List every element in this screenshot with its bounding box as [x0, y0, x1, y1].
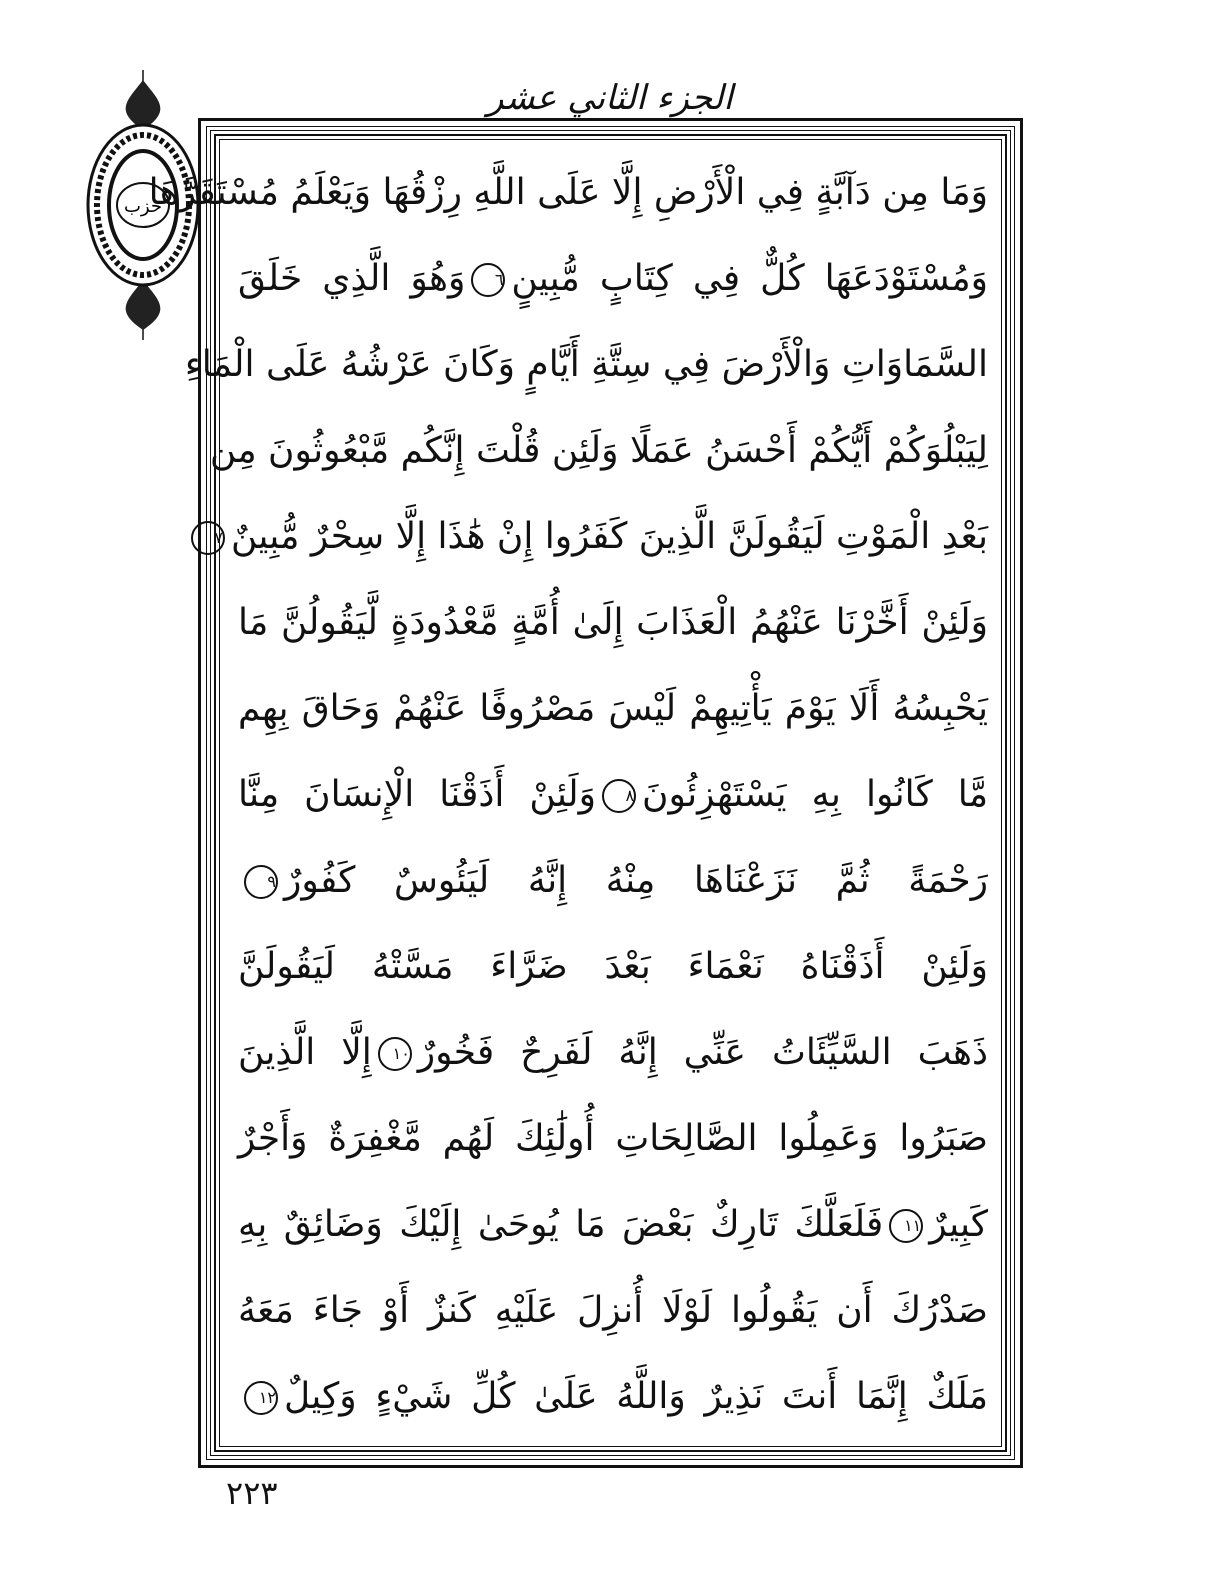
text-line: وَمَا مِن دَآبَّةٍ فِي الْأَرْضِ إِلَّا عَلَى اللَّهِ رِزْقُهَا وَيَعْلَمُ مُسْتَقَرَّهَا — [148, 172, 988, 213]
juz-header: الجزء الثاني عشر — [487, 78, 733, 118]
ayah-marker: ١٢ — [244, 1381, 278, 1415]
text-line: صَبَرُوا وَعَمِلُوا الصَّالِحَاتِ أُولَٰئِكَ لَهُم مَّغْفِرَةٌ وَأَجْرٌ — [238, 1118, 988, 1159]
ayah-marker: ٩ — [244, 865, 278, 899]
ayah-marker: ١٠ — [378, 1037, 412, 1071]
ayah-marker: ١١ — [889, 1209, 923, 1243]
text-line: مَّا كَانُوا بِهِ يَسْتَهْزِئُونَ٨وَلَئِنْ أَذَقْنَا الْإِنسَانَ مِنَّا — [238, 774, 989, 815]
text-line: رَحْمَةً ثُمَّ نَزَعْنَاهَا مِنْهُ إِنَّهُ لَيَئُوسٌ كَفُورٌ٩ — [238, 838, 988, 924]
ayah-marker: ٦ — [471, 263, 505, 297]
text-line: كَبِيرٌ١١فَلَعَلَّكَ تَارِكٌ بَعْضَ مَا يُوحَىٰ إِلَيْكَ وَضَائِقٌ بِهِ — [238, 1204, 988, 1245]
text-line: صَدْرُكَ أَن يَقُولُوا لَوْلَا أُنزِلَ عَلَيْهِ كَنزٌ أَوْ جَاءَ مَعَهُ — [238, 1290, 988, 1331]
text-line: وَلَئِنْ أَذَقْنَاهُ نَعْمَاءَ بَعْدَ ضَرَّاءَ مَسَّتْهُ لَيَقُولَنَّ — [238, 946, 988, 987]
page-number: ٢٢٣ — [226, 1474, 278, 1512]
hizb-label: حزب — [123, 196, 163, 217]
text-line: ذَهَبَ السَّيِّئَاتُ عَنِّي إِنَّهُ لَفَرِحٌ فَخُورٌ١٠إِلَّا الَّذِينَ — [238, 1032, 988, 1073]
ayah-marker: ٨ — [602, 779, 636, 813]
text-line: بَعْدِ الْمَوْتِ لَيَقُولَنَّ الَّذِينَ كَفَرُوا إِنْ هَٰذَا إِلَّا سِحْرٌ مُّبِينٌ٧ — [238, 494, 988, 580]
text-line: مَلَكٌ إِنَّمَا أَنتَ نَذِيرٌ وَاللَّهُ عَلَىٰ كُلِّ شَيْءٍ وَكِيلٌ١٢ — [238, 1354, 988, 1440]
text-line: وَمُسْتَوْدَعَهَا كُلٌّ فِي كِتَابٍ مُّبِينٍ٦وَهُوَ الَّذِي خَلَقَ — [238, 258, 989, 299]
quran-text — [148, 150, 989, 1440]
text-line: وَلَئِنْ أَخَّرْنَا عَنْهُمُ الْعَذَابَ إِلَىٰ أُمَّةٍ مَّعْدُودَةٍ لَّيَقُولُنَّ مَا — [238, 602, 988, 643]
text-line: السَّمَاوَاتِ وَالْأَرْضَ فِي سِتَّةِ أَيَّامٍ وَكَانَ عَرْشُهُ عَلَى الْمَاءِ — [184, 344, 988, 385]
text-line: لِيَبْلُوَكُمْ أَيُّكُمْ أَحْسَنُ عَمَلًا وَلَئِن قُلْتَ إِنَّكُم مَّبْعُوثُونَ مِن — [209, 430, 988, 471]
text-line: يَحْبِسُهُ أَلَا يَوْمَ يَأْتِيهِمْ لَيْسَ مَصْرُوفًا عَنْهُمْ وَحَاقَ بِهِم — [238, 688, 988, 729]
ayah-marker: ٧ — [191, 521, 225, 555]
